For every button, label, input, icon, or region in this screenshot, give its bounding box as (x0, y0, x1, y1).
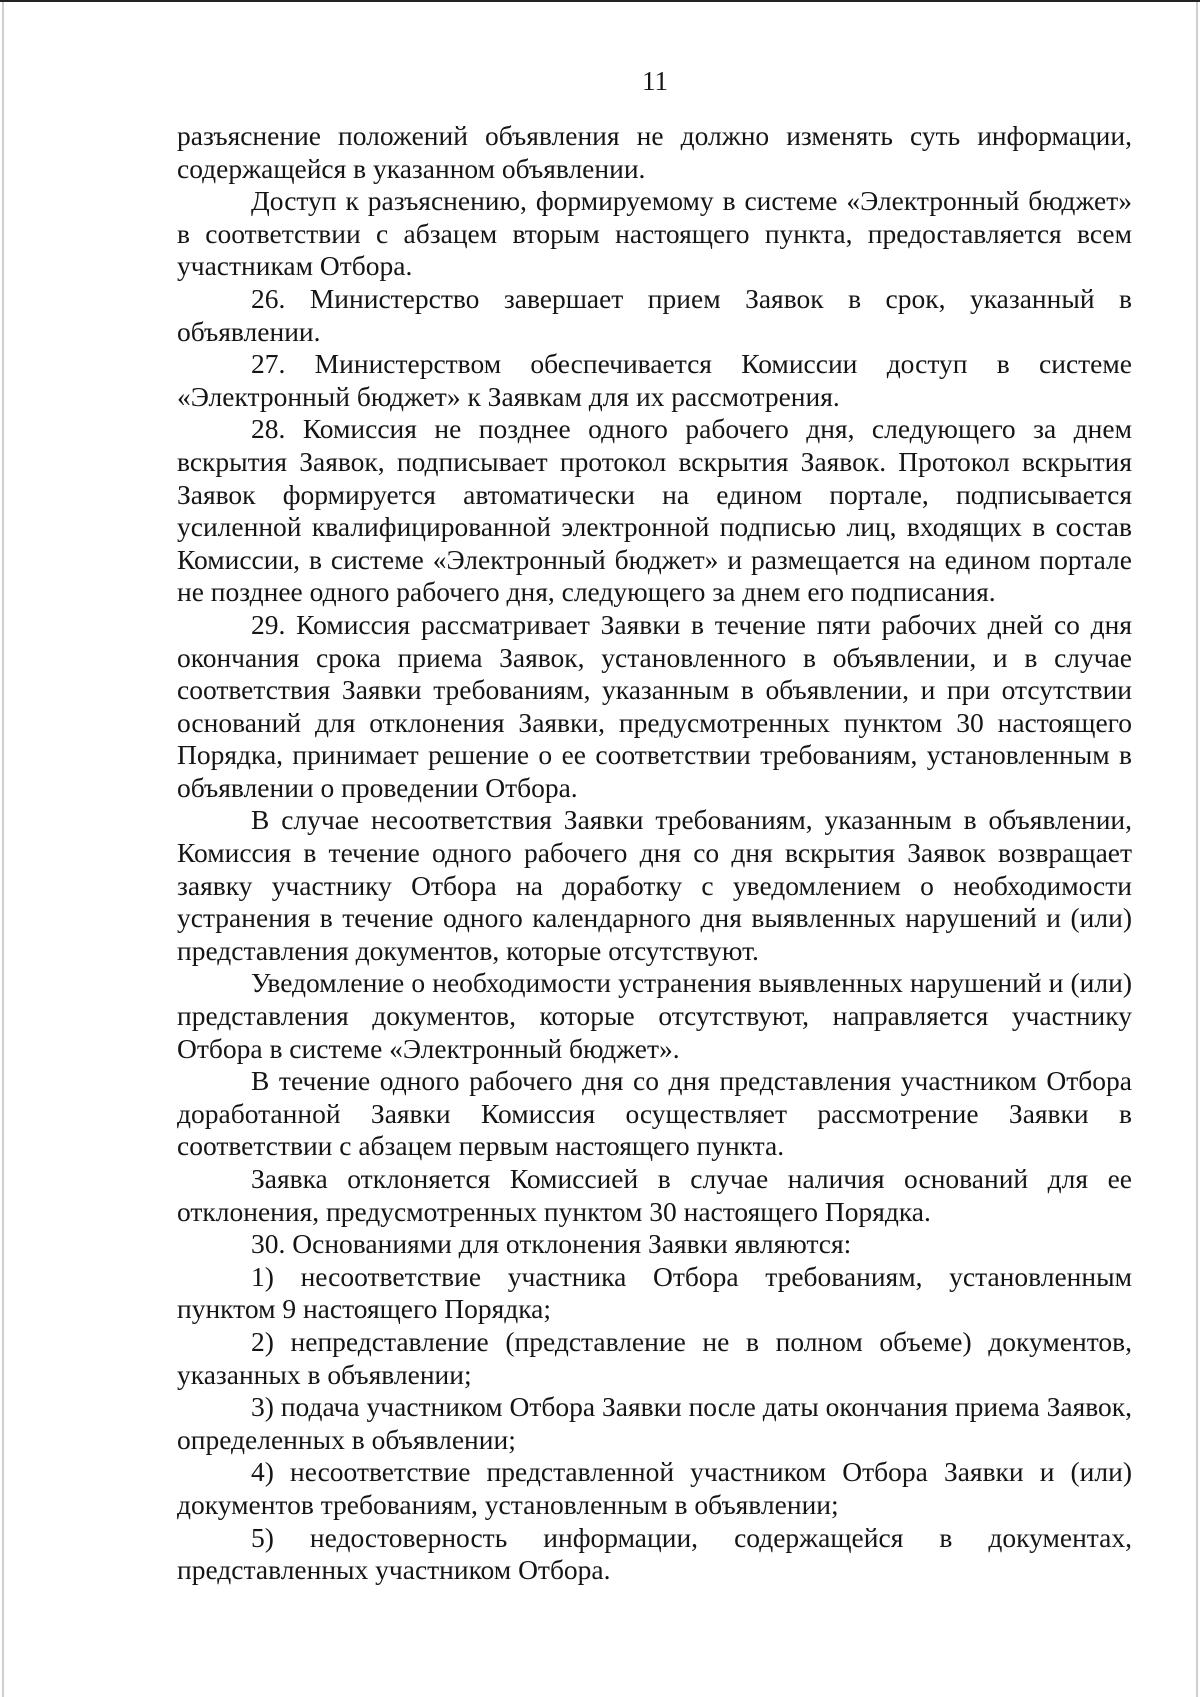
paragraph-item-28: 28. Комиссия не позднее одного рабочего дня, следующего за днем вскрытия Заявок, подписывает протокол вскрытия Заявок. Протокол вскрытия Заявок формируется автоматически на едином портале, подписывается усиленной квалифицированной электронной подписью лиц, входящих в состав Комиссии, в системе «Электронный бюджет» и размещается на едином портале не позднее одного рабочего дня, следующего за днем его подписания. (177, 413, 1132, 608)
paragraph-item-30: 30. Основаниями для отклонения Заявки являются: (251, 1228, 852, 1260)
paragraph-rejection: Заявка отклоняется Комиссией в случае наличия оснований для ее отклонения, предусмотренных пунктом 30 настоящего Порядка. (177, 1163, 1132, 1227)
paragraph-continuation: разъяснение положений объявления не должно изменять суть информации, содержащейся в указанном объявлении. (177, 120, 1132, 184)
list-item-4: 4) несоответствие представленной участником Отбора Заявки и (или) документов требованиям, установленным в объявлении; (177, 1456, 1132, 1520)
scan-right-edge (1196, 2, 1198, 1697)
paragraph-revised-review: В течение одного рабочего дня со дня представления участником Отбора доработанной Заявки Комиссия осуществляет рассмотрение Заявки в соответствии с абзацем первым настоящего пункта. (177, 1065, 1132, 1162)
paragraph-noncompliance: В случае несоответствия Заявки требованиям, указанным в объявлении, Комиссия в течение одного рабочего дня со дня вскрытия Заявок возвращает заявку участнику Отбора на доработку с уведомлением о необходимости устранения в течение одного календарного дня выявленных нарушений и (или) представления документов, которые отсутствуют. (177, 804, 1132, 966)
scan-left-edge (2, 2, 4, 1697)
paragraph-item-26: 26. Министерство завершает прием Заявок в срок, указанный в объявлении. (177, 282, 1132, 347)
page-number: 11 (642, 66, 668, 96)
list-item-3: 3) подача участником Отбора Заявки после даты окончания приема Заявок, определенных в объявлении; (177, 1391, 1132, 1455)
paragraph-access-clarification: Доступ к разъяснению, формируемому в системе «Электронный бюджет» в соответствии с абзацем вторым настоящего пункта, предоставляется всем участникам Отбора. (177, 185, 1132, 282)
document-body (177, 120, 1132, 1587)
list-item-5: 5) недостоверность информации, содержащейся в документах, представленных участником Отбора. (177, 1521, 1132, 1586)
list-item-2: 2) непредставление (представление не в полном объеме) документов, указанных в объявлении; (177, 1325, 1132, 1390)
list-item-1: 1) несоответствие участника Отбора требованиям, установленным пунктом 9 настоящего Порядка; (177, 1260, 1132, 1325)
paragraph-item-29: 29. Комиссия рассматривает Заявки в течение пяти рабочих дней со дня окончания срока приема Заявок, установленного в объявлении, и в случае соответствия Заявки требованиям, указанным в объявлении, и при отсутствии оснований для отклонения Заявки, предусмотренных пунктом 30 настоящего Порядка, принимает решение о ее соответствии требованиям, установленным в объявлении о проведении Отбора. (177, 608, 1132, 803)
paragraph-item-27: 27. Министерством обеспечивается Комиссии доступ в системе «Электронный бюджет» к Заявкам для их рассмотрения. (177, 348, 1132, 412)
paragraph-notification: Уведомление о необходимости устранения выявленных нарушений и (или) представления документов, которые отсутствуют, направляется участнику Отбора в системе «Электронный бюджет». (177, 967, 1132, 1064)
